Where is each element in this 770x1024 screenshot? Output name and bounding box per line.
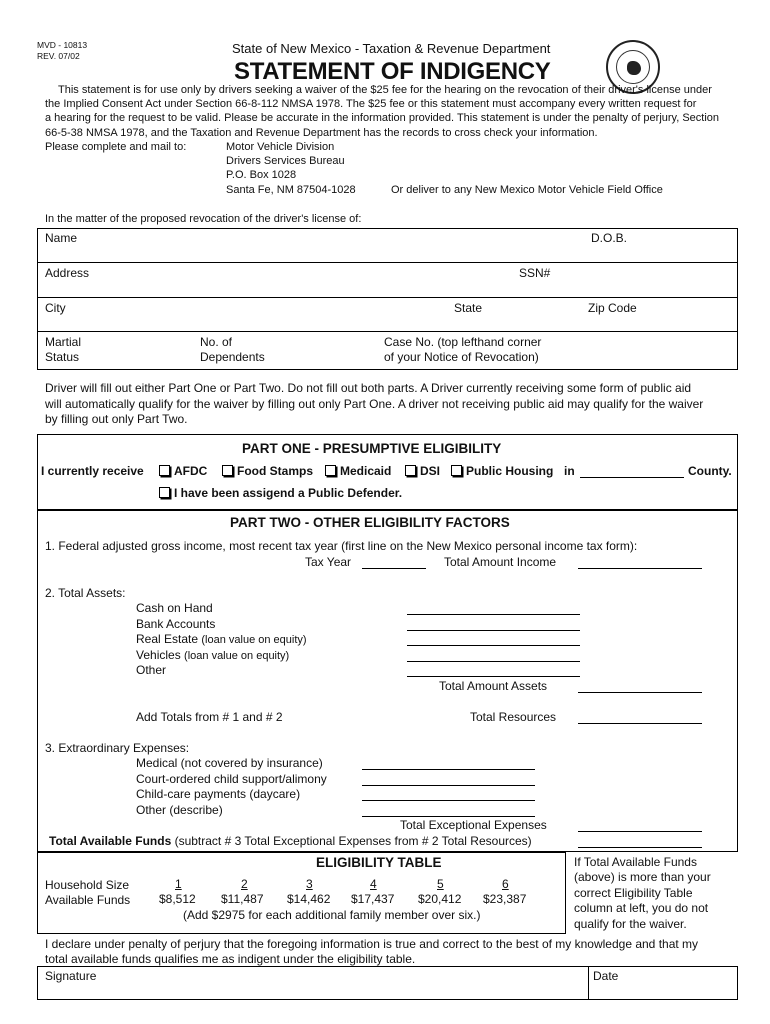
total-assets-input[interactable] bbox=[578, 692, 702, 693]
declaration-line-2: total available funds qualifies me as indigent under the eligibility table. bbox=[45, 952, 416, 966]
vehicles-label: Vehicles (loan value on equity) bbox=[136, 648, 290, 662]
household-size-2: 2 bbox=[241, 877, 248, 891]
in-label: in bbox=[564, 464, 575, 478]
intro-line-4: 66-5-38 NMSA 1978, and the Taxation and Revenue Department has the records to cross check your information. bbox=[45, 127, 598, 139]
county-input[interactable] bbox=[580, 477, 684, 478]
eligibility-table-title: ELIGIBILITY TABLE bbox=[316, 855, 442, 870]
address-field[interactable]: Address bbox=[45, 266, 90, 280]
mail-to-label: Please complete and mail to: bbox=[45, 141, 187, 153]
funds-6: $23,387 bbox=[483, 892, 527, 906]
other-assets-label: Other bbox=[136, 663, 167, 677]
bank-accounts-label: Bank Accounts bbox=[136, 617, 216, 631]
household-size-1: 1 bbox=[175, 877, 182, 891]
instructions-line-1: Driver will fill out either Part One or Part Two. Do not fill out both parts. A Driver currently receiving some form of public aid bbox=[45, 381, 692, 395]
form-id: MVD - 10813 bbox=[37, 40, 88, 50]
city-field[interactable]: City bbox=[45, 301, 66, 315]
funds-3: $14,462 bbox=[287, 892, 331, 906]
intro-line-2: the Implied Consent Act under Section 66-8-112 NMSA 1978. The $25 fee or this statement must accompany every written request for bbox=[45, 98, 697, 110]
public-defender-checkbox[interactable]: I have been assigend a Public Defender. bbox=[159, 486, 402, 500]
funds-4: $17,437 bbox=[351, 892, 395, 906]
address-line-2: Drivers Services Bureau bbox=[226, 155, 345, 167]
question-1: 1. Federal adjusted gross income, most recent tax year (first line on the New Mexico personal income tax form): bbox=[45, 539, 638, 553]
intro-line-1: This statement is for use only by drivers seeking a waiver of the $25 fee for the hearing on the revocation of their driver's license under bbox=[58, 84, 712, 96]
funds-2: $11,487 bbox=[221, 892, 264, 906]
medicaid-checkbox[interactable]: Medicaid bbox=[325, 464, 391, 478]
other-expenses-input[interactable] bbox=[362, 816, 535, 817]
name-field[interactable]: Name bbox=[45, 231, 78, 245]
additional-member-note: (Add $2975 for each additional family member over six.) bbox=[183, 908, 481, 922]
other-assets-input[interactable] bbox=[407, 676, 580, 677]
total-available-funds-label: Total Available Funds (subtract # 3 Total Exceptional Expenses from # 2 Total Resources) bbox=[49, 834, 532, 848]
dependents-field[interactable]: No. of bbox=[200, 335, 233, 349]
qualify-note-3: correct Eligibility Table bbox=[574, 886, 693, 900]
checkbox-icon bbox=[159, 487, 170, 498]
child-support-label: Court-ordered child support/alimony bbox=[136, 772, 327, 786]
bank-accounts-input[interactable] bbox=[407, 630, 580, 631]
qualify-note-1: If Total Available Funds bbox=[574, 855, 697, 869]
child-care-input[interactable] bbox=[362, 800, 535, 801]
instructions-line-2: will automatically qualify for the waiver by filling out only Part One. A driver not receiving public aid may qualify for the waiver bbox=[45, 397, 704, 411]
medical-label: Medical (not covered by insurance) bbox=[136, 756, 323, 770]
child-care-label: Child-care payments (daycare) bbox=[136, 787, 301, 801]
tax-year-input[interactable] bbox=[362, 568, 426, 569]
total-exceptional-input[interactable] bbox=[578, 831, 702, 832]
date-field[interactable]: Date bbox=[593, 969, 619, 983]
checkbox-icon bbox=[325, 465, 336, 476]
zip-field[interactable]: Zip Code bbox=[588, 301, 637, 315]
signature-field[interactable]: Signature bbox=[45, 969, 97, 983]
instructions-line-3: by filling out only Part Two. bbox=[45, 412, 188, 426]
qualify-note-4: column at left, you do not bbox=[574, 901, 709, 915]
declaration-line-1: I declare under penalty of perjury that the foregoing information is true and correct to the best of my knowledge and that my bbox=[45, 937, 699, 951]
household-size-5: 5 bbox=[437, 877, 444, 891]
dsi-checkbox[interactable]: DSI bbox=[405, 464, 440, 478]
total-income-input[interactable] bbox=[578, 568, 702, 569]
cash-on-hand-input[interactable] bbox=[407, 614, 580, 615]
part-one-title: PART ONE - PRESUMPTIVE ELIGIBILITY bbox=[242, 441, 502, 456]
case-number-field[interactable]: Case No. (top lefthand corner bbox=[384, 335, 542, 349]
real-estate-label: Real Estate (loan value on equity) bbox=[136, 632, 307, 646]
food-stamps-checkbox[interactable]: Food Stamps bbox=[222, 464, 313, 478]
other-expenses-label: Other (describe) bbox=[136, 803, 223, 817]
real-estate-input[interactable] bbox=[407, 645, 580, 646]
page-title: STATEMENT OF INDIGENCY bbox=[234, 58, 551, 85]
tax-year-label: Tax Year bbox=[305, 555, 352, 569]
receive-label: I currently receive bbox=[41, 464, 144, 478]
address-line-3: P.O. Box 1028 bbox=[226, 169, 297, 181]
funds-1: $8,512 bbox=[159, 892, 196, 906]
field-office-note: Or deliver to any New Mexico Motor Vehicle Field Office bbox=[391, 184, 663, 196]
checkbox-icon bbox=[451, 465, 462, 476]
ssn-field[interactable]: SSN# bbox=[519, 266, 551, 280]
household-size-3: 3 bbox=[306, 877, 313, 891]
funds-5: $20,412 bbox=[418, 892, 462, 906]
intro-line-3: a hearing for the request to be valid. Please be accurate in the information provided. This statement is under the penalty of perjury, Section bbox=[45, 112, 720, 124]
marital-status-label-2: Status bbox=[45, 350, 80, 364]
vehicles-input[interactable] bbox=[407, 661, 580, 662]
child-support-input[interactable] bbox=[362, 785, 535, 786]
total-income-label: Total Amount Income bbox=[444, 555, 557, 569]
afdc-checkbox[interactable]: AFDC bbox=[159, 464, 207, 478]
available-funds-label: Available Funds bbox=[45, 893, 131, 907]
marital-status-field[interactable]: Martial bbox=[45, 335, 82, 349]
total-available-funds-input[interactable] bbox=[578, 847, 702, 848]
household-size-4: 4 bbox=[370, 877, 377, 891]
case-number-label-2: of your Notice of Revocation) bbox=[384, 350, 539, 364]
household-size-6: 6 bbox=[502, 877, 509, 891]
state-field[interactable]: State bbox=[454, 301, 483, 315]
checkbox-icon bbox=[159, 465, 170, 476]
county-label: County. bbox=[688, 464, 732, 478]
add-totals-label: Add Totals from # 1 and # 2 bbox=[136, 710, 283, 724]
form-revision: REV. 07/02 bbox=[37, 51, 80, 61]
qualify-note-2: (above) is more than your bbox=[574, 870, 711, 884]
part-two-title: PART TWO - OTHER ELIGIBILITY FACTORS bbox=[230, 515, 510, 530]
question-2: 2. Total Assets: bbox=[45, 586, 126, 600]
checkbox-icon bbox=[222, 465, 233, 476]
public-housing-checkbox[interactable]: Public Housing bbox=[451, 464, 553, 478]
household-size-label: Household Size bbox=[45, 878, 130, 892]
signature-box bbox=[37, 966, 738, 1000]
matter-label: In the matter of the proposed revocation of the driver's license of: bbox=[45, 213, 362, 225]
cash-on-hand-label: Cash on Hand bbox=[136, 601, 213, 615]
total-resources-label: Total Resources bbox=[470, 710, 557, 724]
checkbox-icon bbox=[405, 465, 416, 476]
total-assets-label: Total Amount Assets bbox=[439, 679, 548, 693]
total-exceptional-label: Total Exceptional Expenses bbox=[400, 818, 547, 832]
question-3: 3. Extraordinary Expenses: bbox=[45, 741, 190, 755]
medical-input[interactable] bbox=[362, 769, 535, 770]
department-name: State of New Mexico - Taxation & Revenue Department bbox=[232, 41, 551, 56]
dob-field[interactable]: D.O.B. bbox=[591, 231, 628, 245]
dependents-label-2: Dependents bbox=[200, 350, 265, 364]
qualify-note-5: qualify for the waiver. bbox=[574, 917, 687, 931]
address-line-4: Santa Fe, NM 87504-1028 bbox=[226, 184, 356, 196]
total-resources-input[interactable] bbox=[578, 723, 702, 724]
address-line-1: Motor Vehicle Division bbox=[226, 141, 335, 153]
